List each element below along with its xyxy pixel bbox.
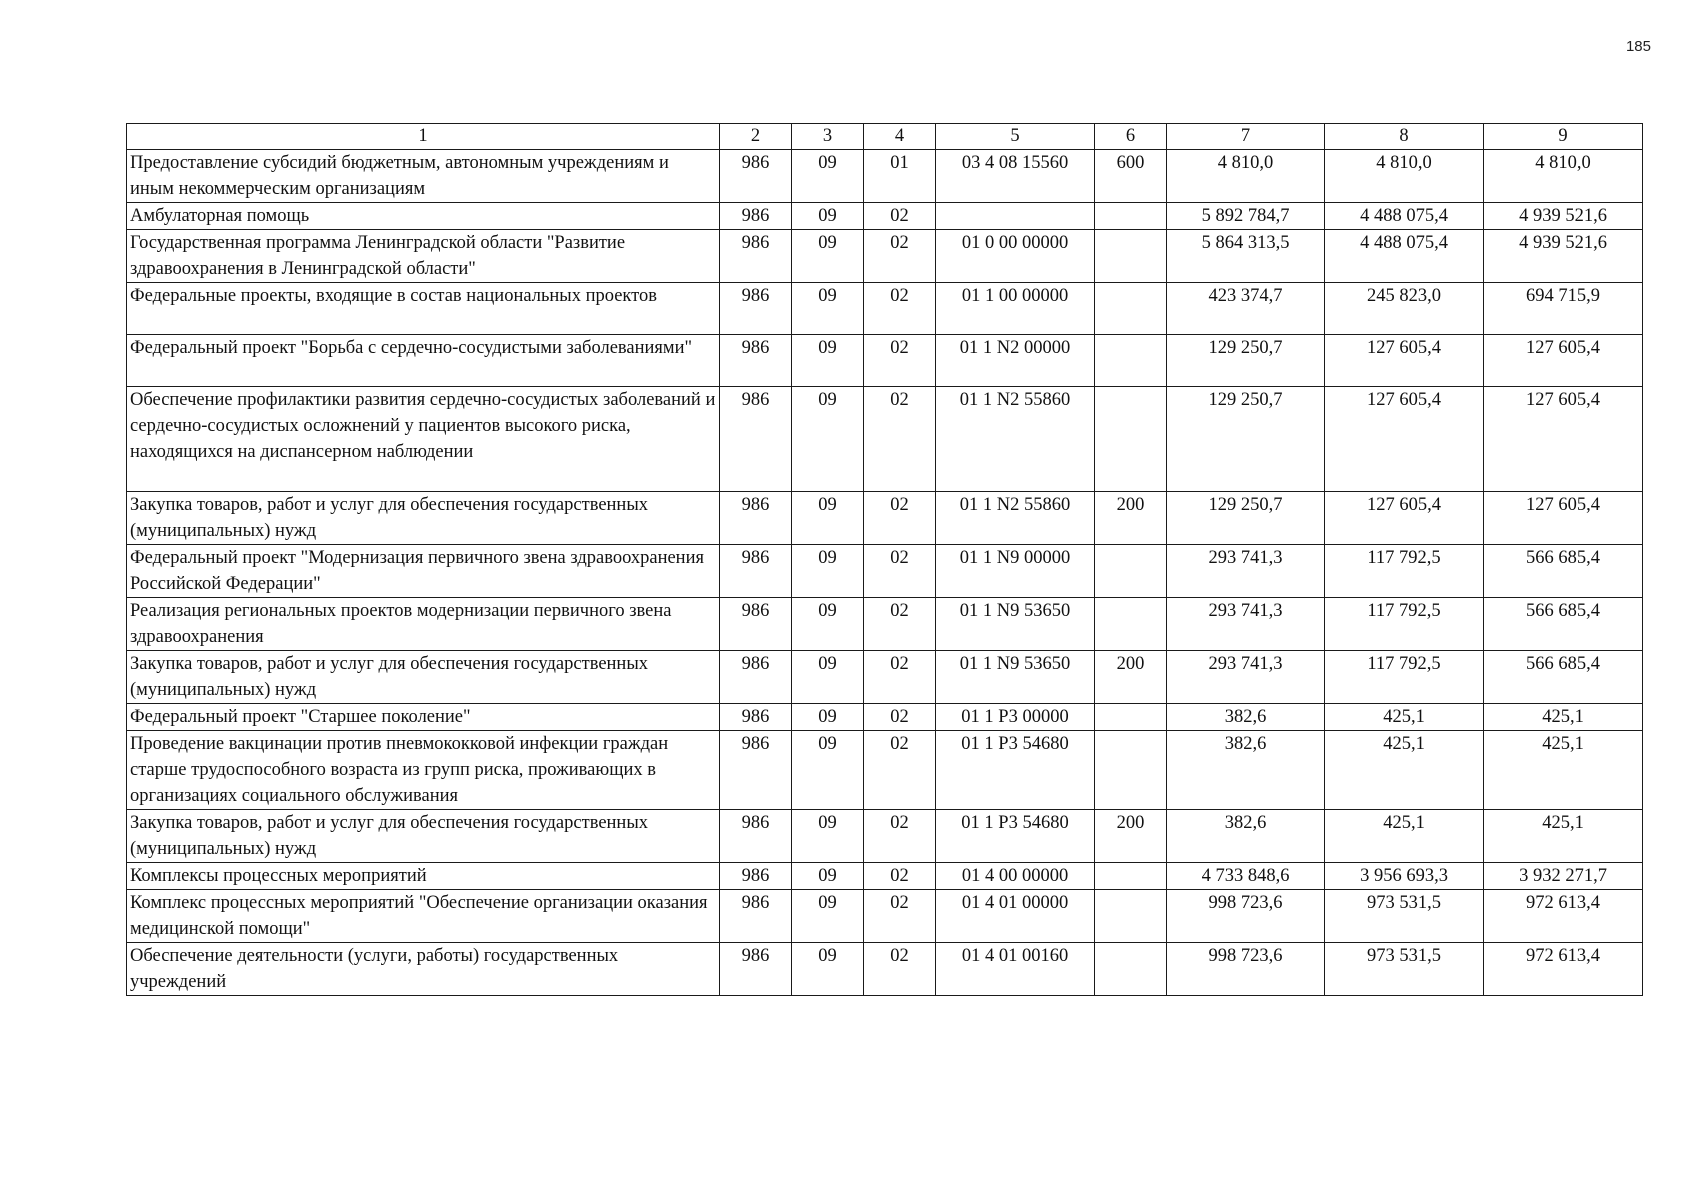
header-col-8: 8 (1325, 124, 1484, 150)
cell-col-2: 986 (720, 150, 792, 203)
cell-col-9: 972 613,4 (1484, 943, 1643, 996)
cell-col-5: 01 1 00 00000 (936, 283, 1095, 335)
cell-col-8: 425,1 (1325, 810, 1484, 863)
cell-col-7: 293 741,3 (1167, 545, 1325, 598)
cell-col-6: 200 (1095, 810, 1167, 863)
table-row (127, 651, 1643, 704)
cell-col-4: 02 (864, 545, 936, 598)
cell-col-8: 3 956 693,3 (1325, 863, 1484, 890)
cell-col-2: 986 (720, 545, 792, 598)
cell-col-5: 01 1 N2 55860 (936, 387, 1095, 492)
header-col-3: 3 (792, 124, 864, 150)
cell-col-6: 200 (1095, 492, 1167, 545)
row-description: Федеральные проекты, входящие в состав национальных проектов (127, 283, 720, 335)
table-row (127, 387, 1643, 492)
cell-col-3: 09 (792, 943, 864, 996)
cell-col-2: 986 (720, 863, 792, 890)
table-row (127, 283, 1643, 335)
table-body (127, 150, 1643, 996)
cell-col-3: 09 (792, 863, 864, 890)
cell-col-8: 4 488 075,4 (1325, 203, 1484, 230)
table-row (127, 545, 1643, 598)
table-row (127, 150, 1643, 203)
cell-col-9: 694 715,9 (1484, 283, 1643, 335)
table-row (127, 230, 1643, 283)
row-description: Комплексы процессных мероприятий (127, 863, 720, 890)
cell-col-7: 4 810,0 (1167, 150, 1325, 203)
cell-col-5: 01 1 P3 00000 (936, 704, 1095, 731)
cell-col-9: 127 605,4 (1484, 335, 1643, 387)
cell-col-3: 09 (792, 492, 864, 545)
row-description: Амбулаторная помощь (127, 203, 720, 230)
cell-col-7: 998 723,6 (1167, 943, 1325, 996)
cell-col-8: 127 605,4 (1325, 387, 1484, 492)
cell-col-2: 986 (720, 230, 792, 283)
cell-col-8: 117 792,5 (1325, 651, 1484, 704)
cell-col-7: 293 741,3 (1167, 598, 1325, 651)
cell-col-3: 09 (792, 150, 864, 203)
cell-col-7: 129 250,7 (1167, 492, 1325, 545)
cell-col-3: 09 (792, 335, 864, 387)
cell-col-3: 09 (792, 203, 864, 230)
cell-col-3: 09 (792, 890, 864, 943)
cell-col-9: 3 932 271,7 (1484, 863, 1643, 890)
cell-col-3: 09 (792, 545, 864, 598)
row-description: Федеральный проект "Борьба с сердечно-сосудистыми заболеваниями" (127, 335, 720, 387)
cell-col-7: 423 374,7 (1167, 283, 1325, 335)
cell-col-8: 425,1 (1325, 704, 1484, 731)
row-description: Закупка товаров, работ и услуг для обеспечения государственных (муниципальных) нужд (127, 651, 720, 704)
cell-col-9: 4 939 521,6 (1484, 230, 1643, 283)
cell-col-4: 02 (864, 335, 936, 387)
row-description: Комплекс процессных мероприятий "Обеспечение организации оказания медицинской помощи" (127, 890, 720, 943)
cell-col-5: 01 1 N9 53650 (936, 651, 1095, 704)
cell-col-2: 986 (720, 943, 792, 996)
cell-col-5: 01 4 01 00160 (936, 943, 1095, 996)
cell-col-7: 293 741,3 (1167, 651, 1325, 704)
cell-col-8: 973 531,5 (1325, 943, 1484, 996)
cell-col-5: 03 4 08 15560 (936, 150, 1095, 203)
cell-col-9: 4 810,0 (1484, 150, 1643, 203)
cell-col-7: 129 250,7 (1167, 335, 1325, 387)
cell-col-4: 02 (864, 890, 936, 943)
cell-col-8: 245 823,0 (1325, 283, 1484, 335)
cell-col-6: 200 (1095, 651, 1167, 704)
header-col-1: 1 (127, 124, 720, 150)
cell-col-7: 5 864 313,5 (1167, 230, 1325, 283)
cell-col-7: 382,6 (1167, 731, 1325, 810)
cell-col-9: 127 605,4 (1484, 387, 1643, 492)
cell-col-8: 4 488 075,4 (1325, 230, 1484, 283)
cell-col-7: 998 723,6 (1167, 890, 1325, 943)
cell-col-7: 382,6 (1167, 704, 1325, 731)
cell-col-4: 02 (864, 810, 936, 863)
cell-col-5: 01 1 N2 55860 (936, 492, 1095, 545)
cell-col-2: 986 (720, 810, 792, 863)
cell-col-4: 02 (864, 598, 936, 651)
row-description: Предоставление субсидий бюджетным, автономным учреждениям и иным некоммерческим организациям (127, 150, 720, 203)
cell-col-2: 986 (720, 387, 792, 492)
cell-col-4: 02 (864, 492, 936, 545)
cell-col-9: 127 605,4 (1484, 492, 1643, 545)
page-number: 185 (1625, 38, 1651, 55)
cell-col-6 (1095, 863, 1167, 890)
cell-col-5: 01 4 00 00000 (936, 863, 1095, 890)
table-row (127, 492, 1643, 545)
cell-col-7: 4 733 848,6 (1167, 863, 1325, 890)
cell-col-9: 972 613,4 (1484, 890, 1643, 943)
row-description: Государственная программа Ленинградской области "Развитие здравоохранения в Ленинградской области" (127, 230, 720, 283)
cell-col-3: 09 (792, 598, 864, 651)
table-row (127, 598, 1643, 651)
cell-col-3: 09 (792, 731, 864, 810)
cell-col-8: 127 605,4 (1325, 335, 1484, 387)
cell-col-9: 425,1 (1484, 810, 1643, 863)
header-col-5: 5 (936, 124, 1095, 150)
cell-col-3: 09 (792, 230, 864, 283)
cell-col-9: 566 685,4 (1484, 545, 1643, 598)
cell-col-3: 09 (792, 651, 864, 704)
budget-table (126, 123, 1643, 996)
cell-col-5: 01 1 P3 54680 (936, 731, 1095, 810)
cell-col-7: 382,6 (1167, 810, 1325, 863)
cell-col-9: 4 939 521,6 (1484, 203, 1643, 230)
cell-col-7: 129 250,7 (1167, 387, 1325, 492)
cell-col-6 (1095, 335, 1167, 387)
cell-col-8: 127 605,4 (1325, 492, 1484, 545)
table-row (127, 704, 1643, 731)
cell-col-6 (1095, 704, 1167, 731)
cell-col-2: 986 (720, 704, 792, 731)
table-row (127, 810, 1643, 863)
cell-col-2: 986 (720, 890, 792, 943)
cell-col-6 (1095, 545, 1167, 598)
cell-col-4: 02 (864, 731, 936, 810)
cell-col-2: 986 (720, 598, 792, 651)
cell-col-4: 02 (864, 387, 936, 492)
cell-col-4: 02 (864, 203, 936, 230)
table-row (127, 890, 1643, 943)
cell-col-6 (1095, 387, 1167, 492)
header-col-4: 4 (864, 124, 936, 150)
cell-col-8: 4 810,0 (1325, 150, 1484, 203)
header-col-7: 7 (1167, 124, 1325, 150)
table-row (127, 731, 1643, 810)
cell-col-6 (1095, 731, 1167, 810)
header-col-2: 2 (720, 124, 792, 150)
cell-col-6 (1095, 943, 1167, 996)
cell-col-4: 02 (864, 943, 936, 996)
cell-col-5: 01 1 P3 54680 (936, 810, 1095, 863)
cell-col-6: 600 (1095, 150, 1167, 203)
table-row (127, 943, 1643, 996)
cell-col-4: 02 (864, 651, 936, 704)
cell-col-4: 01 (864, 150, 936, 203)
cell-col-9: 425,1 (1484, 731, 1643, 810)
cell-col-2: 986 (720, 651, 792, 704)
cell-col-6 (1095, 283, 1167, 335)
cell-col-4: 02 (864, 863, 936, 890)
cell-col-3: 09 (792, 704, 864, 731)
cell-col-2: 986 (720, 283, 792, 335)
header-col-6: 6 (1095, 124, 1167, 150)
header-col-9: 9 (1484, 124, 1643, 150)
cell-col-3: 09 (792, 387, 864, 492)
table-header (127, 124, 1643, 150)
cell-col-5 (936, 203, 1095, 230)
cell-col-5: 01 1 N2 00000 (936, 335, 1095, 387)
row-description: Обеспечение деятельности (услуги, работы) государственных учреждений (127, 943, 720, 996)
row-description: Закупка товаров, работ и услуг для обеспечения государственных (муниципальных) нужд (127, 810, 720, 863)
cell-col-5: 01 1 N9 53650 (936, 598, 1095, 651)
cell-col-2: 986 (720, 335, 792, 387)
cell-col-5: 01 1 N9 00000 (936, 545, 1095, 598)
cell-col-8: 973 531,5 (1325, 890, 1484, 943)
cell-col-4: 02 (864, 230, 936, 283)
row-description: Реализация региональных проектов модернизации первичного звена здравоохранения (127, 598, 720, 651)
row-description: Закупка товаров, работ и услуг для обеспечения государственных (муниципальных) нужд (127, 492, 720, 545)
table-row (127, 335, 1643, 387)
cell-col-9: 566 685,4 (1484, 651, 1643, 704)
cell-col-6 (1095, 598, 1167, 651)
cell-col-2: 986 (720, 492, 792, 545)
cell-col-8: 117 792,5 (1325, 598, 1484, 651)
header-row (127, 124, 1643, 150)
cell-col-3: 09 (792, 810, 864, 863)
budget-table-container (126, 123, 1642, 996)
cell-col-4: 02 (864, 283, 936, 335)
row-description: Проведение вакцинации против пневмококковой инфекции граждан старше трудоспособного возраста из групп риска, проживающих в организациях социального обслуживания (127, 731, 720, 810)
cell-col-6 (1095, 203, 1167, 230)
cell-col-9: 566 685,4 (1484, 598, 1643, 651)
cell-col-7: 5 892 784,7 (1167, 203, 1325, 230)
row-description: Федеральный проект "Модернизация первичного звена здравоохранения Российской Федерации" (127, 545, 720, 598)
cell-col-9: 425,1 (1484, 704, 1643, 731)
row-description: Обеспечение профилактики развития сердечно-сосудистых заболеваний и сердечно-сосудистых осложнений у пациентов высокого риска, находящихся на диспансерном наблюдении (127, 387, 720, 492)
table-row (127, 863, 1643, 890)
cell-col-4: 02 (864, 704, 936, 731)
table-row (127, 203, 1643, 230)
cell-col-2: 986 (720, 203, 792, 230)
cell-col-6 (1095, 230, 1167, 283)
cell-col-6 (1095, 890, 1167, 943)
cell-col-2: 986 (720, 731, 792, 810)
cell-col-3: 09 (792, 283, 864, 335)
cell-col-5: 01 4 01 00000 (936, 890, 1095, 943)
row-description: Федеральный проект "Старшее поколение" (127, 704, 720, 731)
cell-col-8: 117 792,5 (1325, 545, 1484, 598)
cell-col-5: 01 0 00 00000 (936, 230, 1095, 283)
cell-col-8: 425,1 (1325, 731, 1484, 810)
